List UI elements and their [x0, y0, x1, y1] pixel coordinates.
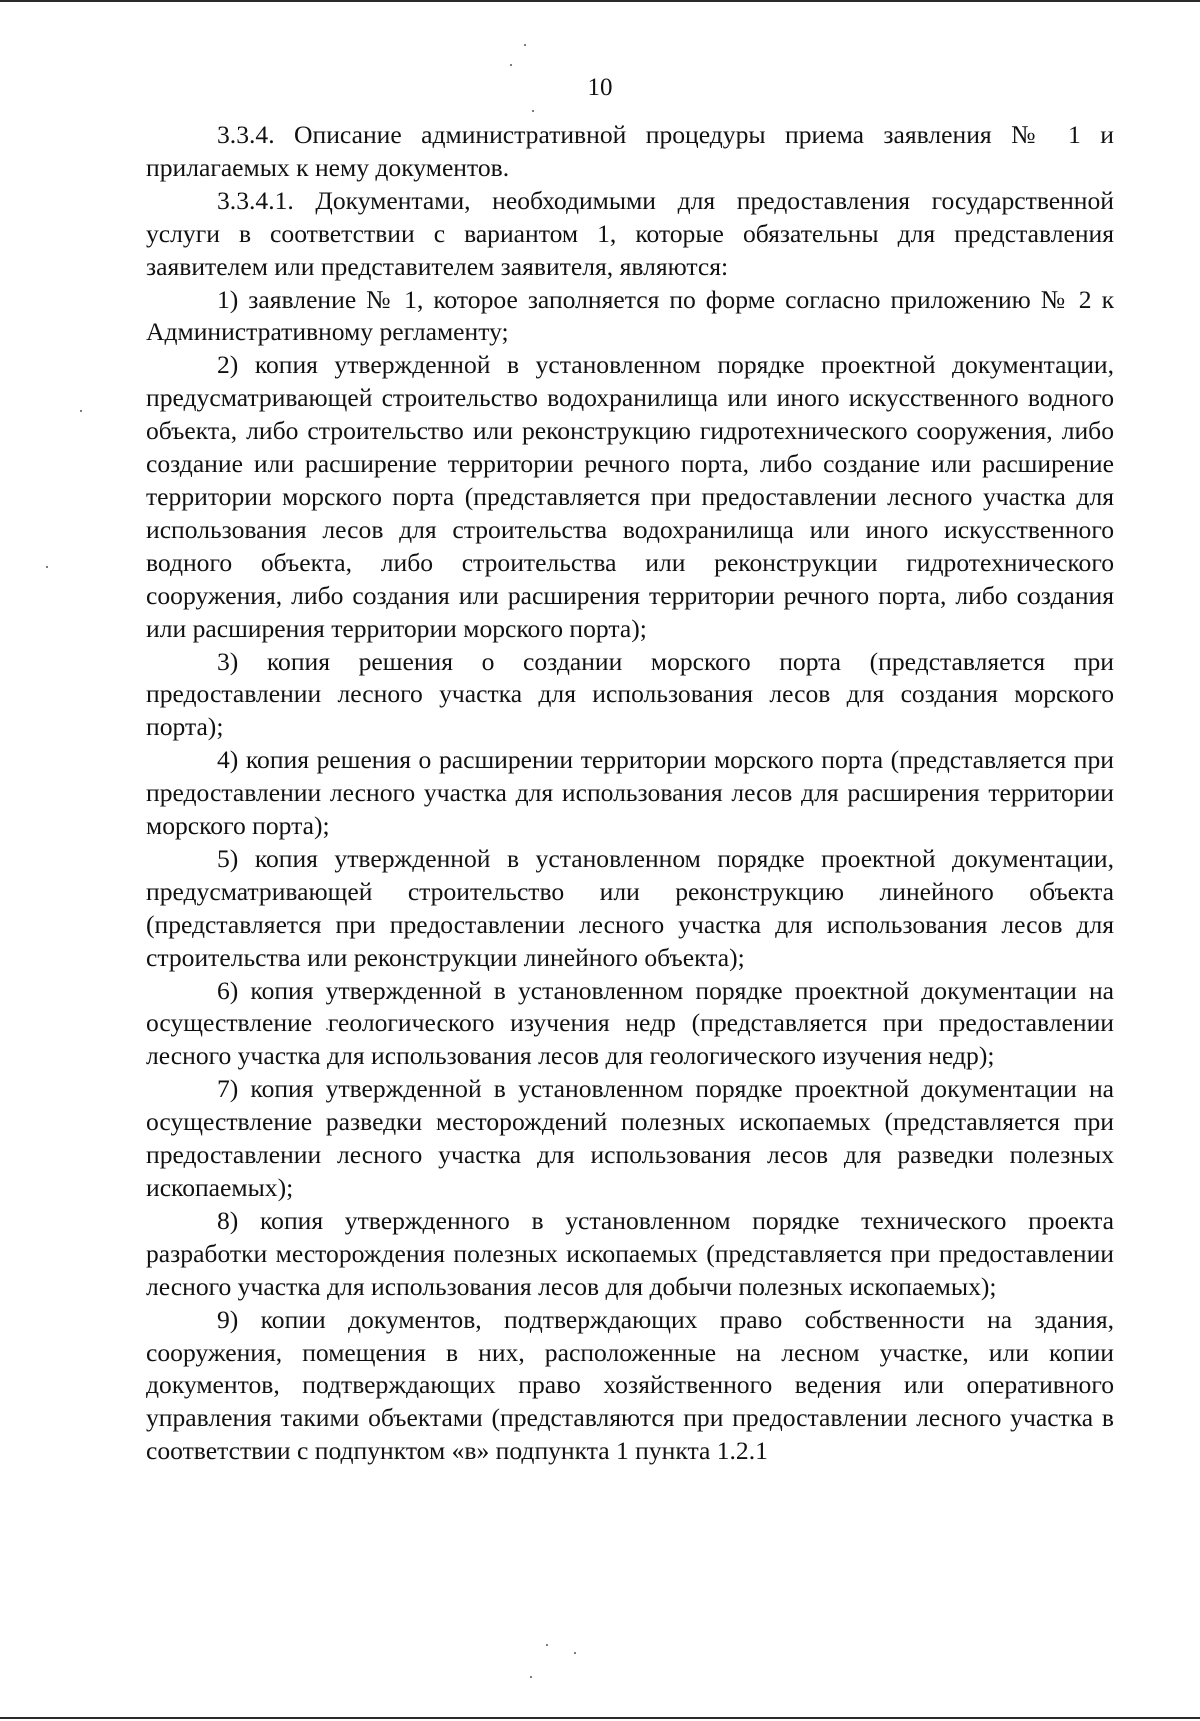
- scan-speck: [80, 410, 82, 412]
- list-item-8: 8) копия утвержденного в установленном порядке технического проекта разработки месторождения полезных ископаемых (представляется при предоставлении лесного участка для использования лесов для добычи полезных ископаемых);: [146, 1205, 1114, 1301]
- list-item-4: 4) копия решения о расширении территории морского порта (представляется при предоставлении лесного участка для использования лесов для расширения территории морского порта);: [146, 745, 1114, 841]
- scan-speck: [510, 64, 512, 66]
- list-item-1: 1) заявление № 1, которое заполняется по форме согласно приложению № 2 к Административному регламенту;: [146, 284, 1114, 347]
- scan-speck: [532, 110, 534, 112]
- document-body: [146, 119, 1114, 1468]
- list-item-7: 7) копия утвержденной в установленном порядке проектной документации на осуществление разведки месторождений полезных ископаемых (представляется при предоставлении лесного участка для использования лесов для разведки полезных ископаемых);: [146, 1074, 1114, 1202]
- page-number: 10: [587, 74, 613, 101]
- paragraph-required-documents: 3.3.4.1. Документами, необходимыми для предоставления государственной услуги в соответствии с вариантом 1, которые обязательны для представления заявителем или представителем заявителя, являются:: [146, 185, 1114, 281]
- scan-speck: [46, 566, 48, 568]
- scan-speck: [546, 1644, 548, 1646]
- list-item-9: 9) копии документов, подтверждающих право собственности на здания, сооружения, помещения в них, расположенные на лесном участке, или копии документов, подтверждающих право хозяйственного ведения или оперативного управления такими объектами (представляются при предоставлении лесного участка в соответствии с подпунктом «в» подпункта 1 пункта 1.2.1: [146, 1304, 1114, 1466]
- scan-speck: [574, 1652, 576, 1654]
- scan-border-top: [0, 0, 1200, 2]
- paragraph-section-heading: 3.3.4. Описание административной процедуры приема заявления № 1 и прилагаемых к нему документов.: [146, 120, 1114, 182]
- list-item-3: 3) копия решения о создании морского порта (представляется при предоставлении лесного участка для использования лесов для создания морского порта);: [146, 646, 1114, 742]
- scan-border-bottom: [0, 1717, 1200, 1719]
- list-item-2: 2) копия утвержденной в установленном порядке проектной документации, предусматривающей строительство водохранилища или иного искусственного водного объекта, либо строительство или реконструкцию гидротехнического сооружения, либо создание или расширение территории речного порта, либо создание или расширение территории морского порта (представляется при предоставлении лесного участка для использования лесов для строительства водохранилища или иного искусственного водного объекта, либо строительства или реконструкции гидротехнического сооружения, либо создания или расширения территории речного порта, либо создания или расширения территории морского порта);: [146, 350, 1114, 643]
- list-item-5: 5) копия утвержденной в установленном порядке проектной документации, предусматривающей строительство или реконструкцию линейного объекта (представляется при предоставлении лесного участка для использования лесов для строительства или реконструкции линейного объекта);: [146, 843, 1114, 972]
- list-item-6: 6) копия утвержденной в установленном порядке проектной документации на осуществление геологического изучения недр (представляется при предоставлении лесного участка для использования лесов для геологического изучения недр);: [146, 975, 1114, 1071]
- scan-speck: [530, 1676, 532, 1678]
- scan-speck: [524, 44, 526, 46]
